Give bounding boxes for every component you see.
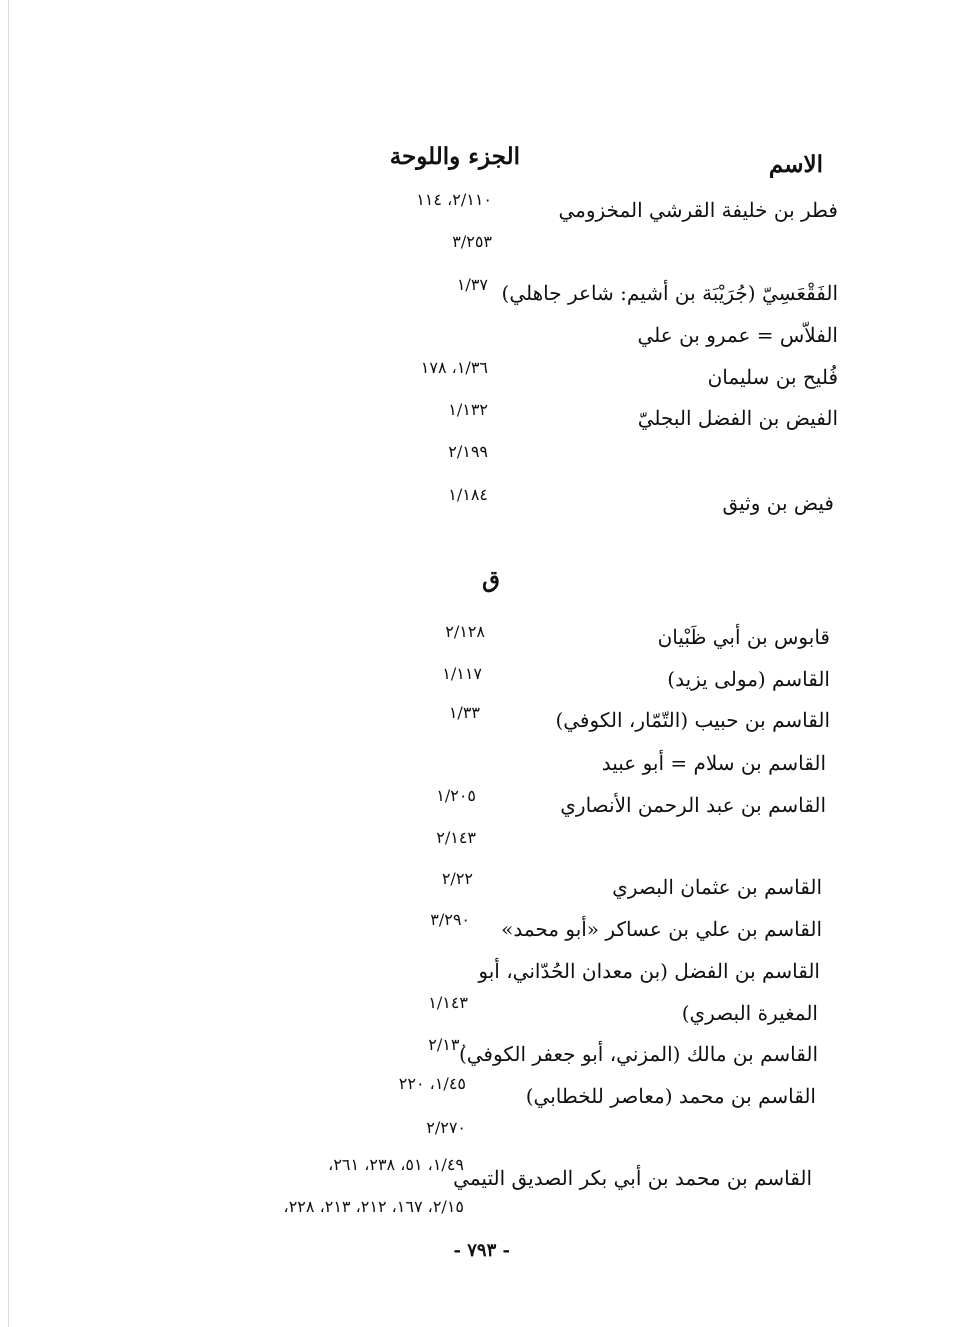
entry-ref: ١/٢٠٥ bbox=[436, 786, 476, 805]
entry-name: القاسم (مولى يزيد) bbox=[667, 667, 830, 691]
entry-name: القاسم بن عثمان البصري bbox=[612, 875, 822, 899]
entry-name: القاسم بن محمد بن أبي بكر الصديق التيمي bbox=[453, 1166, 812, 1190]
entry-ref: ١/٤٩، ٥١، ٢٣٨، ٢٦١، bbox=[328, 1155, 464, 1174]
entry-ref: ٢/١٣٠ bbox=[428, 1035, 468, 1054]
entry-name: الفلاّس = عمرو بن علي bbox=[637, 323, 838, 347]
entry-ref: ١/١٤٣ bbox=[428, 993, 468, 1012]
entry-ref: ٢/٢٢ bbox=[441, 869, 473, 888]
entry-ref: ١/٣٧ bbox=[456, 275, 488, 294]
entry-name: فيض بن وثيق bbox=[722, 491, 834, 515]
entry-ref: ١/٤٥، ٢٢٠ bbox=[398, 1074, 466, 1093]
entry-ref: ٣/٢٩٠ bbox=[430, 910, 470, 929]
entry-ref: ١/٣٣ bbox=[448, 703, 480, 722]
entry-ref: ٢/١٥، ١٦٧، ٢١٢، ٢١٣، ٢٢٨، bbox=[283, 1197, 464, 1216]
scan-edge-line bbox=[8, 0, 9, 1327]
entry-ref: ٢/١٩٩ bbox=[448, 442, 488, 461]
entry-name: القاسم بن حبيب (التّمّار، الكوفي) bbox=[555, 708, 830, 732]
entry-name: فُليح بن سليمان bbox=[707, 365, 838, 389]
entry-name: قابوس بن أبي ظَبْيان bbox=[657, 625, 830, 649]
entry-ref: ٢/١٢٨ bbox=[445, 622, 485, 641]
entry-ref: ١/١١٧ bbox=[442, 664, 482, 683]
entry-name: القاسم بن محمد (معاصر للخطابي) bbox=[525, 1084, 816, 1108]
entry-ref: ٢/٢٧٠ bbox=[426, 1118, 466, 1137]
entry-name: الفَقْعَسِيّ (جُرَيْبَة بن أشيم: شاعر جاهلي) bbox=[501, 281, 838, 305]
entry-ref: ١/١٨٤ bbox=[448, 485, 488, 504]
entry-name: فطر بن خليفة القرشي المخزومي bbox=[558, 198, 838, 222]
entry-name: القاسم بن مالك (المزني، أبو جعفر الكوفي) bbox=[458, 1042, 818, 1066]
entry-name: القاسم بن الفضل (بن معدان الحُدّاني، أبو bbox=[478, 959, 820, 983]
page-number: - ٧٩٣ - bbox=[453, 1240, 510, 1261]
entry-ref: ٣/٢٥٣ bbox=[452, 232, 492, 251]
entry-ref: ٢/١١٠، ١١٤ bbox=[416, 190, 492, 209]
entry-name: القاسم بن عبد الرحمن الأنصاري bbox=[560, 793, 826, 817]
section-letter: ق bbox=[482, 566, 500, 593]
header-ref-column: الجزء واللوحة bbox=[389, 143, 520, 170]
header-name-column: الاسم bbox=[768, 151, 823, 178]
entry-ref: ١/٣٦، ١٧٨ bbox=[420, 358, 488, 377]
entry-name: الفيض بن الفضل البجليّ bbox=[637, 406, 838, 430]
entry-name: القاسم بن سلام = أبو عبيد bbox=[601, 751, 826, 775]
entry-ref: ٢/١٤٣ bbox=[436, 828, 476, 847]
entry-name-continuation: المغيرة البصري) bbox=[681, 1001, 818, 1025]
entry-ref: ١/١٣٢ bbox=[448, 400, 488, 419]
entry-name: القاسم بن علي بن عساكر «أبو محمد» bbox=[501, 917, 822, 941]
